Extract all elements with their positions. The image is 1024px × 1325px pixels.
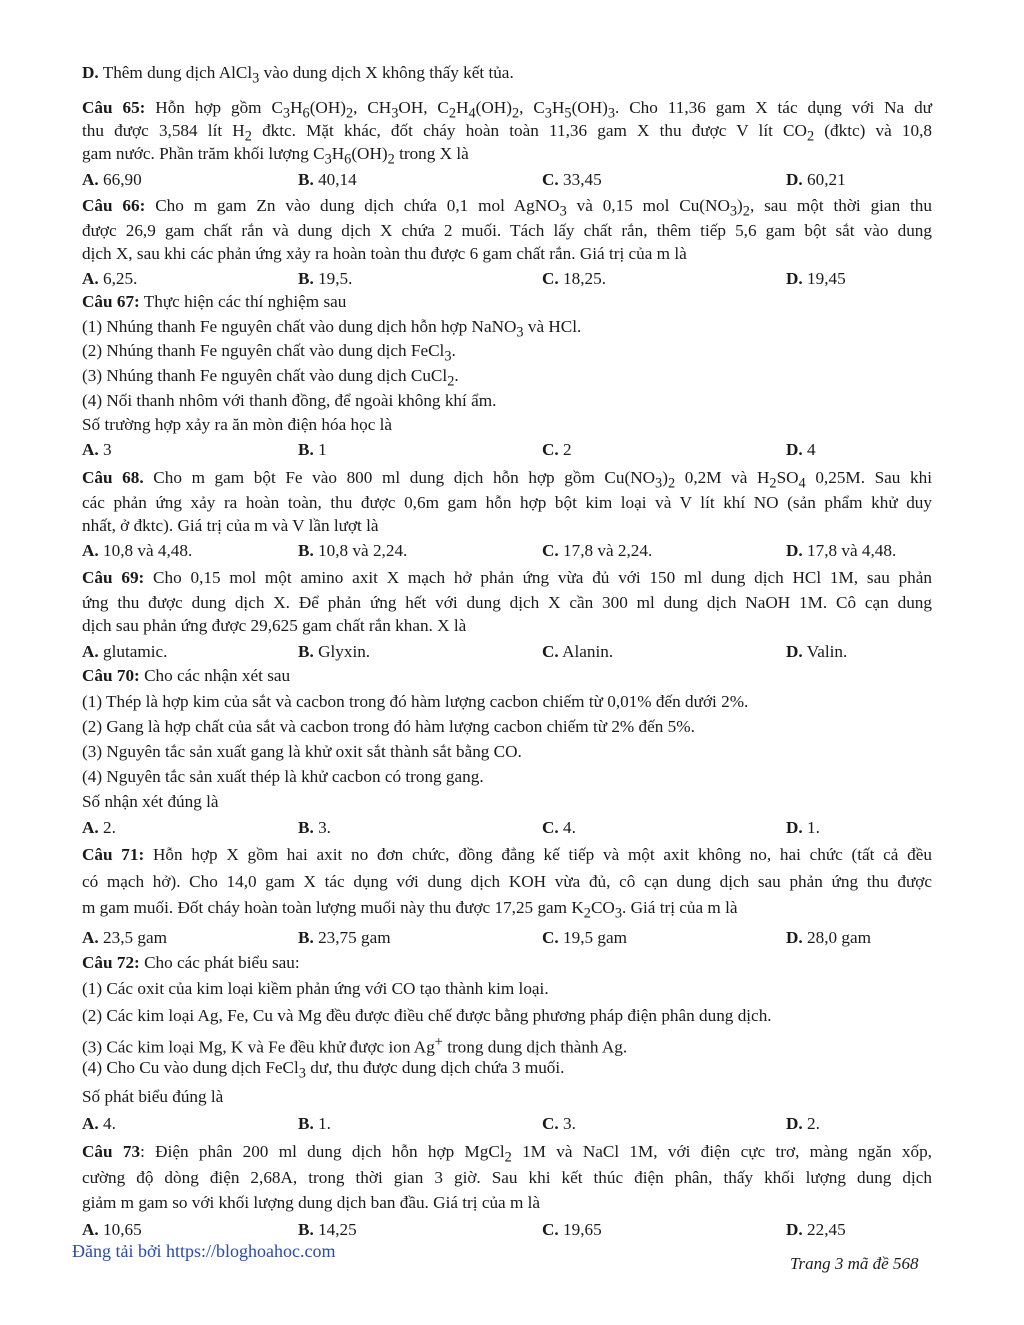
text-segment: và HCl.: [523, 317, 582, 336]
text-segment: 3: [614, 905, 622, 922]
option-value: 19,65: [558, 1220, 602, 1239]
option-value: 22,45: [802, 1220, 846, 1239]
option-letter: D.: [786, 818, 803, 837]
text-segment: 3: [607, 105, 616, 122]
text-segment: H: [551, 98, 565, 117]
text-segment: vào dung dịch X không thấy kết tủa.: [259, 63, 514, 82]
option-a: [82, 540, 192, 562]
text-segment: Cho các phát biểu sau:: [139, 953, 300, 972]
text-segment: thu được 3,584 lít H: [82, 121, 245, 140]
option-d: [786, 439, 816, 461]
option-letter: B.: [298, 642, 314, 661]
text-segment: (đktc) và 10,8: [814, 121, 932, 140]
option-c: [542, 1113, 576, 1135]
option-b: [298, 927, 391, 949]
option-letter: C.: [542, 440, 559, 459]
option-value: 10,8 và 2,24.: [313, 541, 408, 560]
option-value: 1.: [313, 1114, 331, 1133]
q66-stem-line-2: [82, 220, 932, 242]
text-segment: Cho 0,15 mol một amino axit X mạch hở phản ứng vừa đủ với 150 ml dung dịch HCl 1M, sau phản: [144, 568, 932, 587]
text-segment: Câu 65:: [82, 98, 146, 117]
option-letter: B.: [298, 541, 314, 560]
option-value: 14,25: [313, 1220, 357, 1239]
q68-stem-line-2: [82, 492, 932, 514]
option-letter: C.: [542, 1114, 559, 1133]
option-value: 1.: [802, 818, 820, 837]
text-segment: dịch X, sau khi các phản ứng xảy ra hoàn toàn thu được 6 gam chất rắn. Giá trị của m là: [82, 244, 687, 263]
text-segment: có mạch hở). Cho 14,0 gam X tác dụng với dung dịch KOH vừa đủ, cô cạn dung dịch sau phản ứng thu được: [82, 872, 932, 891]
text-segment: (2) Các kim loại Ag, Fe, Cu và Mg đều được điều chế được bằng phương pháp điện phân dung dịch.: [82, 1006, 772, 1025]
text-segment: gam nước. Phần trăm khối lượng C: [82, 144, 325, 163]
q67-stem: [82, 291, 932, 313]
option-a: [82, 268, 137, 290]
text-segment: Câu 73: [82, 1142, 141, 1161]
option-value: 28,0 gam: [802, 928, 871, 947]
option-letter: B.: [298, 170, 314, 189]
q66-stem-line-3: [82, 243, 932, 265]
option-letter: C.: [542, 928, 559, 947]
option-letter: C.: [542, 269, 559, 288]
text-segment: cường độ dòng điện 2,68A, trong thời gian 3 giờ. Sau khi kết thúc điện phân, thấy khối lượng dung dịch: [82, 1168, 932, 1187]
option-value: 40,14: [313, 170, 357, 189]
text-segment: 2: [448, 105, 457, 122]
text-segment: nhất, ở đktc). Giá trị của m và V lần lượt là: [82, 516, 379, 535]
option-c: [542, 169, 602, 191]
option-value: 1: [313, 440, 327, 459]
option-letter: B.: [298, 269, 314, 288]
text-segment: (1) Các oxit của kim loại kiềm phản ứng với CO tạo thành kim loại.: [82, 979, 549, 998]
text-segment: . Cho 11,36 gam X tác dụng với Na dư: [615, 98, 932, 117]
text-segment: ): [737, 196, 743, 215]
q67-options: [82, 439, 942, 461]
q68-options: [82, 540, 942, 562]
option-c: [542, 817, 576, 839]
option-letter: B.: [298, 440, 314, 459]
text-segment: trong X là: [394, 144, 469, 163]
option-letter: A.: [82, 1220, 99, 1239]
text-segment: 3: [516, 324, 524, 341]
text-segment: 3: [655, 475, 663, 492]
text-segment: Câu 70:: [82, 666, 140, 685]
text-segment: 5: [564, 105, 572, 122]
text-segment: H: [456, 98, 469, 117]
option-value: 2.: [98, 818, 116, 837]
q67-item-4: [82, 390, 932, 412]
text-segment: (4) Cho Cu vào dung dịch FeCl: [82, 1058, 299, 1077]
q72-item-2: [82, 1005, 932, 1027]
text-segment: (3) Nhúng thanh Fe nguyên chất vào dung dịch CuCl: [82, 366, 448, 385]
q72-question: [82, 1086, 932, 1108]
text-segment: , sau một thời gian thu: [749, 196, 932, 215]
option-value: 60,21: [802, 170, 846, 189]
text-segment: (4) Nối thanh nhôm với thanh đồng, để ngoài không khí ẩm.: [82, 391, 497, 410]
option-value: Alanin.: [558, 642, 614, 661]
text-segment: Hỗn hợp gồm C: [145, 98, 283, 117]
option-a: [82, 169, 142, 191]
q67-item-2: [82, 340, 932, 367]
option-value: Glyxin.: [313, 642, 371, 661]
option-d: [786, 927, 871, 949]
option-value: 66,90: [98, 170, 142, 189]
text-segment: ): [662, 468, 668, 487]
text-segment: 4: [798, 475, 806, 492]
text-segment: (2) Nhúng thanh Fe nguyên chất vào dung dịch FeCl: [82, 341, 445, 360]
option-value: 3: [98, 440, 112, 459]
text-segment: 3: [391, 105, 399, 122]
text-segment: (OH): [571, 98, 608, 117]
text-segment: . Giá trị của m là: [622, 898, 738, 917]
q71-stem-line-2: [82, 871, 932, 893]
text-segment: Câu 71:: [82, 845, 145, 864]
option-letter: A.: [82, 170, 99, 189]
text-segment: 0,2M và H: [675, 468, 770, 487]
text-segment: Cho m gam Zn vào dung dịch chứa 0,1 mol AgNO: [145, 196, 560, 215]
q70-item-2: [82, 716, 932, 738]
text-segment: 4: [468, 105, 476, 122]
option-value: 6,25.: [98, 269, 138, 288]
text-segment: OH, C: [398, 98, 449, 117]
option-d: [786, 817, 820, 839]
option-value: 10,8 và 4,48.: [98, 541, 193, 560]
option-letter: A.: [82, 642, 99, 661]
text-segment: m gam muối. Đốt cháy hoàn toàn lượng muối này thu được 17,25 gam K: [82, 898, 584, 917]
text-segment: (OH): [351, 144, 388, 163]
q67-question: [82, 414, 932, 436]
option-c: [542, 439, 572, 461]
text-segment: 6: [344, 151, 352, 168]
option-a: [82, 439, 112, 461]
option-value: 17,8 và 4,48.: [802, 541, 897, 560]
text-segment: (3) Các kim loại Mg, K và Fe đều khử được ion Ag: [82, 1037, 435, 1057]
q68-stem-line-3: [82, 515, 932, 537]
text-segment: Số phát biểu đúng là: [82, 1087, 224, 1106]
text-segment: Cho các nhận xét sau: [139, 666, 291, 685]
q71-stem-line-1: [82, 844, 932, 866]
option-letter: C.: [542, 170, 559, 189]
q72-stem: [82, 952, 932, 974]
text-segment: Câu 72:: [82, 953, 140, 972]
q72-options: [82, 1113, 942, 1135]
text-segment: 3: [298, 1065, 306, 1082]
text-segment: dư, thu được dung dịch chứa 3 muối.: [305, 1058, 565, 1077]
option-letter: D.: [786, 1114, 803, 1133]
text-segment: và 0,15 mol Cu(NO: [566, 196, 730, 215]
option-d: [786, 1219, 846, 1241]
text-segment: (4) Nguyên tắc sản xuất thép là khử cacbon có trong gang.: [82, 767, 484, 786]
text-segment: 2: [345, 105, 354, 122]
text-segment: SO: [776, 468, 799, 487]
q69-stem-line-1: [82, 567, 932, 589]
option-value: 18,25.: [558, 269, 606, 288]
option-value: 2.: [802, 1114, 820, 1133]
option-letter: B.: [298, 928, 314, 947]
text-segment: 3: [544, 105, 552, 122]
text-segment: ứng thu được dung dịch X. Để phản ứng hết với dung dịch X cần 300 ml dung dịch NaOH 1M. Cô cạn dung: [82, 593, 932, 612]
text-segment: +: [434, 1034, 443, 1050]
q73-stem-line-3: [82, 1192, 932, 1214]
text-segment: 3: [444, 348, 452, 365]
option-b: [298, 268, 352, 290]
text-segment: .: [454, 366, 459, 385]
q64-option-d: [82, 62, 932, 89]
option-letter: C.: [542, 818, 559, 837]
option-b: [298, 817, 331, 839]
text-segment: 1M và NaCl 1M, với điện cực trơ, màng ngăn xốp,: [511, 1142, 932, 1161]
option-letter: D.: [786, 642, 803, 661]
q72-item-1: [82, 978, 932, 1000]
option-letter: A.: [82, 818, 99, 837]
option-letter: D.: [786, 1220, 803, 1239]
text-segment: 2: [387, 151, 395, 168]
q65-options: [82, 169, 942, 191]
text-segment: 6: [302, 105, 310, 122]
option-value: 23,75 gam: [313, 928, 391, 947]
option-value: 2: [558, 440, 572, 459]
text-segment: trong dung dịch thành Ag.: [442, 1037, 628, 1057]
q73-stem-line-2: [82, 1167, 932, 1189]
q73-options: [82, 1219, 942, 1241]
text-segment: (3) Nguyên tắc sản xuất gang là khử oxit sắt thành sắt bằng CO.: [82, 742, 522, 761]
option-value: glutamic.: [98, 642, 168, 661]
option-letter: C.: [542, 1220, 559, 1239]
option-letter: B.: [298, 1220, 314, 1239]
text-segment: D.: [82, 63, 99, 82]
option-value: 10,65: [98, 1220, 142, 1239]
text-segment: 2: [667, 475, 676, 492]
text-segment: 2: [742, 203, 750, 220]
q71-stem-line-3: [82, 897, 932, 924]
option-letter: A.: [82, 541, 99, 560]
text-segment: , C: [519, 98, 545, 117]
q70-item-4: [82, 766, 932, 788]
text-segment: 3: [324, 151, 332, 168]
option-c: [542, 641, 613, 663]
text-segment: Câu 67:: [82, 292, 140, 311]
text-segment: H: [331, 144, 345, 163]
text-segment: Câu 66:: [82, 196, 146, 215]
text-segment: Câu 68.: [82, 468, 144, 487]
option-letter: D.: [786, 541, 803, 560]
q69-options: [82, 641, 942, 663]
option-value: 3.: [313, 818, 331, 837]
option-b: [298, 439, 327, 461]
option-b: [298, 1219, 357, 1241]
q69-stem-line-2: [82, 592, 932, 614]
option-value: 4.: [98, 1114, 116, 1133]
text-segment: giảm m gam so với khối lượng dung dịch ban đầu. Giá trị của m là: [82, 1193, 541, 1212]
q70-question: [82, 791, 932, 813]
text-segment: Thực hiện các thí nghiệm sau: [139, 292, 347, 311]
q70-options: [82, 817, 942, 839]
text-segment: 3: [282, 105, 291, 122]
option-value: 19,45: [802, 269, 846, 288]
q65-stem-line-3: [82, 143, 932, 170]
option-a: [82, 1113, 116, 1135]
option-a: [82, 817, 116, 839]
text-segment: 2: [447, 373, 455, 390]
option-letter: D.: [786, 269, 803, 288]
q72-item-4: [82, 1057, 932, 1084]
q70-stem: [82, 665, 932, 687]
option-a: [82, 1219, 142, 1241]
option-value: 23,5 gam: [98, 928, 167, 947]
text-segment: dịch sau phản ứng được 29,625 gam chất rắn khan. X là: [82, 616, 467, 635]
text-segment: : Điện phân 200 ml dung dịch hỗn hợp MgCl: [140, 1142, 505, 1161]
option-d: [786, 641, 847, 663]
text-segment: (2) Gang là hợp chất của sắt và cacbon trong đó hàm lượng cacbon chiếm từ 2% đến 5%.: [82, 717, 695, 736]
option-letter: A.: [82, 1114, 99, 1133]
option-value: 4.: [558, 818, 576, 837]
text-segment: 0,25M. Sau khi: [805, 468, 932, 487]
text-segment: 3: [559, 203, 567, 220]
text-segment: được 26,9 gam chất rắn và dung dịch X chứa 2 muối. Tách lấy chất rắn, thêm tiếp 5,6 gam bột sắt vào dung: [82, 221, 932, 240]
option-d: [786, 1113, 820, 1135]
text-segment: CO: [590, 898, 615, 917]
text-segment: .: [451, 341, 456, 360]
option-value: 19,5 gam: [558, 928, 627, 947]
q69-stem-line-3: [82, 615, 932, 637]
option-value: 3.: [558, 1114, 576, 1133]
q68-stem-line-1: [82, 467, 932, 494]
text-segment: Cho m gam bột Fe vào 800 ml dung dịch hỗn hợp gồm Cu(NO: [143, 468, 656, 487]
text-segment: 2: [583, 905, 591, 922]
option-letter: B.: [298, 818, 314, 837]
q70-item-3: [82, 741, 932, 763]
text-segment: các phản ứng xảy ra hoàn toàn, thu được 0,6m gam hỗn hợp bột kim loại và V lít khí NO (sản phẩm khử duy: [82, 493, 932, 512]
option-value: 17,8 và 2,24.: [558, 541, 653, 560]
option-d: [786, 169, 846, 191]
text-segment: 3: [252, 70, 260, 87]
q73-stem-line-1: [82, 1141, 932, 1168]
q66-options: [82, 268, 942, 290]
text-segment: , CH: [353, 98, 392, 117]
text-segment: (1) Nhúng thanh Fe nguyên chất vào dung dịch hỗn hợp NaNO: [82, 317, 517, 336]
option-letter: A.: [82, 440, 99, 459]
q72-item-3: [82, 1031, 932, 1059]
q66-stem-line-1: [82, 195, 932, 222]
text-segment: (1) Thép là hợp kim của sắt và cacbon trong đó hàm lượng cacbon chiếm từ 0,01% đến dưới 2%.: [82, 692, 749, 711]
option-letter: D.: [786, 440, 803, 459]
option-value: Valin.: [802, 642, 848, 661]
page-number: Trang 3 mã đề 568: [790, 1254, 919, 1273]
q71-options: [82, 927, 942, 949]
option-b: [298, 1113, 331, 1135]
option-d: [786, 540, 896, 562]
text-segment: 2: [769, 475, 777, 492]
text-segment: 2: [244, 128, 252, 145]
option-letter: C.: [542, 541, 559, 560]
option-letter: D.: [786, 170, 803, 189]
option-letter: A.: [82, 269, 99, 288]
option-a: [82, 927, 167, 949]
option-value: 19,5.: [313, 269, 353, 288]
option-letter: A.: [82, 928, 99, 947]
text-segment: Thêm dung dịch AlCl: [98, 63, 253, 82]
option-d: [786, 268, 846, 290]
option-b: [298, 169, 357, 191]
option-c: [542, 268, 606, 290]
option-c: [542, 1219, 602, 1241]
option-letter: D.: [786, 928, 803, 947]
source-link[interactable]: Đăng tải bởi https://bloghoahoc.com: [72, 1241, 336, 1261]
text-segment: 3: [729, 203, 738, 220]
text-segment: 2: [511, 105, 520, 122]
text-segment: Số nhận xét đúng là: [82, 792, 219, 811]
text-segment: 2: [806, 128, 815, 145]
option-value: 4: [802, 440, 816, 459]
text-segment: (OH): [309, 98, 346, 117]
text-segment: Số trường hợp xảy ra ăn mòn điện hóa học là: [82, 415, 393, 434]
text-segment: 2: [504, 1149, 512, 1166]
option-letter: C.: [542, 642, 559, 661]
option-a: [82, 641, 167, 663]
q70-item-1: [82, 691, 932, 713]
option-value: 33,45: [558, 170, 602, 189]
text-segment: Câu 69:: [82, 568, 145, 587]
option-b: [298, 641, 370, 663]
text-segment: (OH): [475, 98, 512, 117]
option-c: [542, 927, 627, 949]
text-segment: đktc. Mặt khác, đốt cháy hoàn toàn 11,36 gam X thu được V lít CO: [251, 121, 807, 140]
option-letter: B.: [298, 1114, 314, 1133]
option-b: [298, 540, 407, 562]
option-c: [542, 540, 652, 562]
q67-item-3: [82, 365, 932, 392]
text-segment: Hỗn hợp X gồm hai axit no đơn chức, đồng đẳng kế tiếp và một axit không no, hai chức (tất cả đều: [144, 845, 932, 864]
text-segment: H: [290, 98, 303, 117]
